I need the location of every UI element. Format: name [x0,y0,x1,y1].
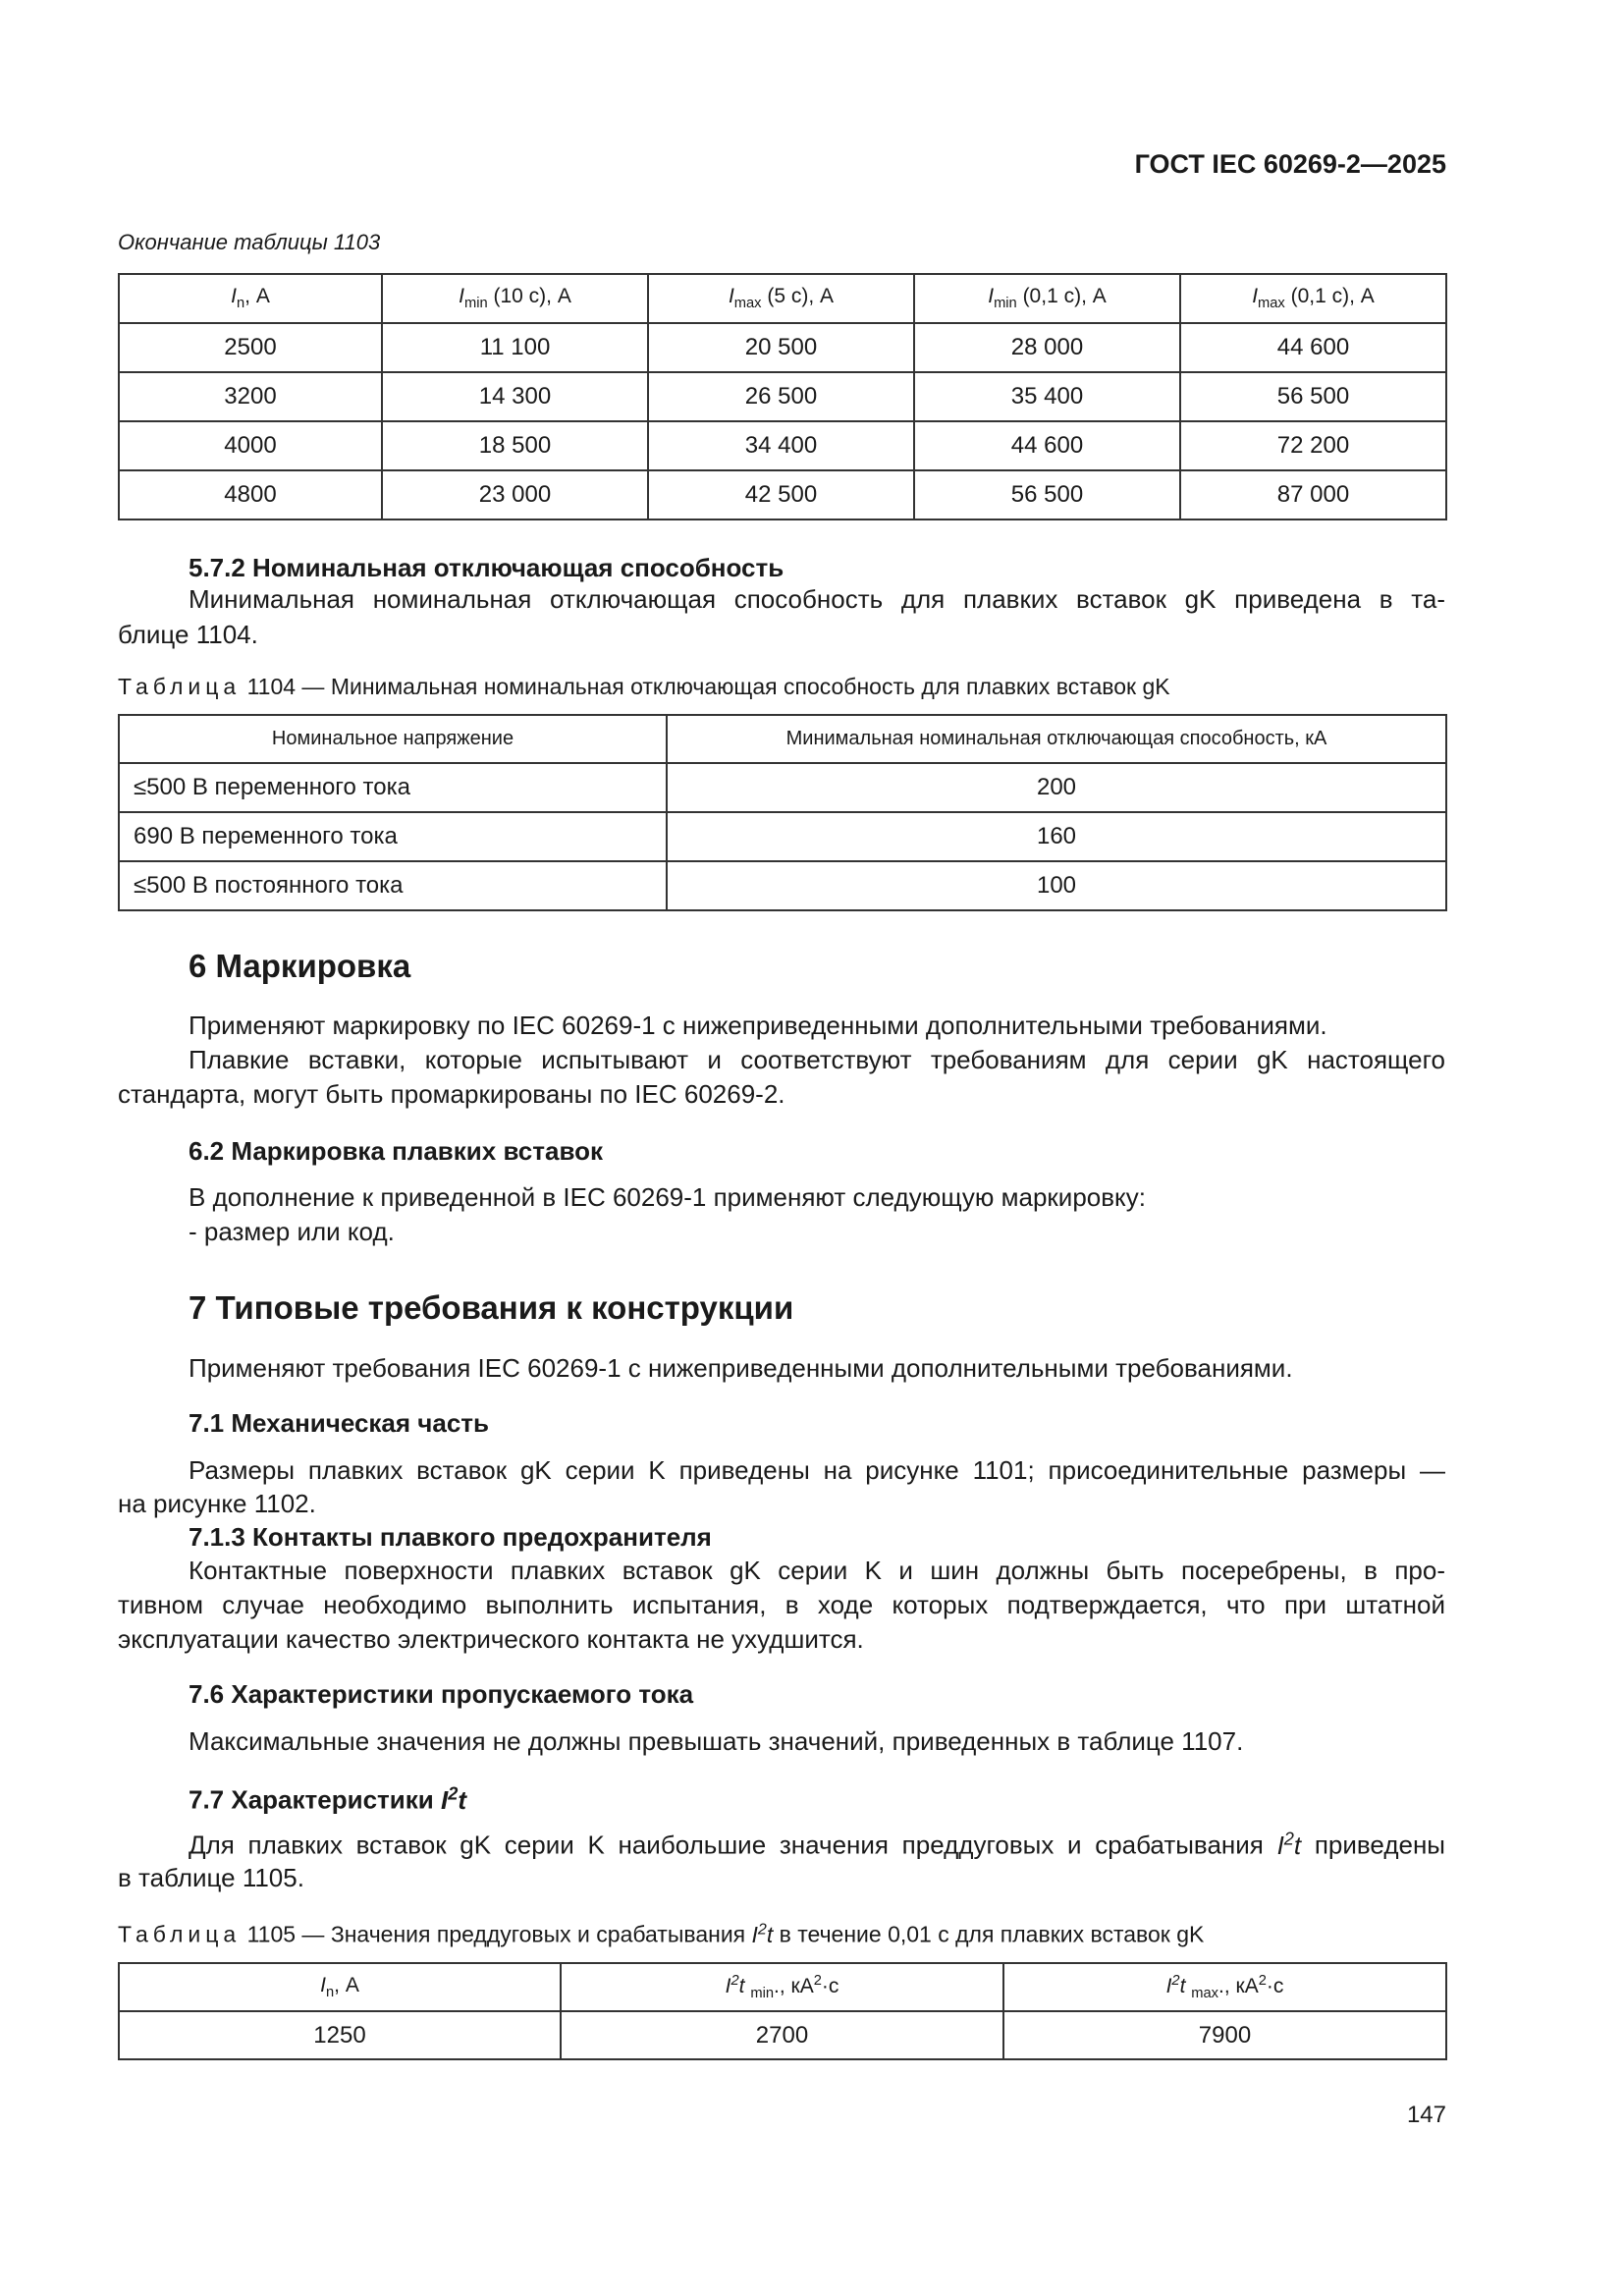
section-7-1-3-heading: 7.1.3 Контакты плавкого предохранителя [189,1522,712,1552]
table-cell: 28 000 [914,323,1180,372]
table-cell: ≤500 В постоянного тока [119,861,667,910]
table-cell: 44 600 [914,421,1180,470]
section-7-paragraph: Применяют требования IEC 60269-1 с нижеприведенными дополнительными требованиями. [189,1353,1293,1383]
section-7-1-3-text-line: эксплуатации качество электрического контакта не ухудшится. [118,1624,864,1654]
table-cell: 44 600 [1180,323,1446,372]
table-1104-caption: Таблица 1104 — Минимальная номинальная отключающая способность для плавких вставок gK [118,674,1170,699]
table-cell: 100 [667,861,1446,910]
table-1104 [118,714,1447,911]
table-1103-continuation-caption: Окончание таблицы 1103 [118,230,381,254]
table-cell: 56 500 [1180,372,1446,421]
section-5-7-2-text-line: Минимальная номинальная отключающая способность для плавких вставок gK приведена в та- [189,584,1445,614]
section-7-7-text-line: Для плавких вставок gK серии K наибольшие значения преддуговых и срабатывания $I^2t$ приведены [189,1829,1445,1860]
table-cell: 200 [667,763,1446,812]
table-cell: 11 100 [382,323,648,372]
standard-designation: ГОСТ IEC 60269-2—2025 [1134,149,1446,179]
section-7-6-paragraph: Максимальные значения не должны превышать значений, приведенных в таблице 1107. [189,1726,1244,1756]
section-6-text-line: Плавкие вставки, которые испытывают и соответствуют требованиям для серии gK настоящего [189,1045,1445,1074]
header-cell: $I^2t$ $_{min}$., $кА^2\cdot с$ [561,1963,1003,2011]
section-7-1-text-line: Размеры плавких вставок gK серии K приведены на рисунке 1101; присоединительные размеры — [189,1455,1445,1485]
page-number: 147 [1406,2102,1446,2128]
table-cell: 18 500 [382,421,648,470]
header-cell: $I_{max}$ (0,1 с), А [1180,274,1446,323]
table-row [119,372,1446,421]
section-7-1-heading: 7.1 Механическая часть [189,1408,490,1438]
table-header-row [119,715,1446,763]
section-6-text-line: стандарта, могут быть промаркированы по IEC 60269-2. [118,1079,785,1109]
header-cell: $I_{max}$ (5 с), А [648,274,914,323]
table-cell: 20 500 [648,323,914,372]
section-7-1-text-line: на рисунке 1102. [118,1489,316,1518]
table-cell: 23 000 [382,470,648,519]
table-row [119,861,1446,910]
section-6-paragraph: Применяют маркировку по IEC 60269-1 с нижеприведенными дополнительными требованиями. [189,1011,1327,1040]
header-cell: Номинальное напряжение [119,715,667,763]
table-cell: 4000 [119,421,382,470]
table-1103 [118,273,1447,520]
table-1105-caption: Таблица 1105 — Значения преддуговых и срабатывания $I^2t$ в течение 0,01 с для плавких вставок gK [118,1920,1205,1947]
table-header-row [119,274,1446,323]
table-cell: 42 500 [648,470,914,519]
table-cell: 72 200 [1180,421,1446,470]
section-6-2-heading: 6.2 Маркировка плавких вставок [189,1136,603,1166]
table-cell: 26 500 [648,372,914,421]
table-cell: 690 В переменного тока [119,812,667,861]
header-cell: $I_n$, А [119,1963,561,2011]
section-7-7-heading: 7.7 Характеристики $I^2t$ [189,1783,467,1815]
table-cell: 2500 [119,323,382,372]
section-7-1-3-text-line: тивном случае необходимо выполнить испытания, в ходе которых подтверждается, что при штатной [118,1590,1445,1619]
section-5-7-2-heading: 5.7.2 Номинальная отключающая способность [189,553,784,582]
table-cell: 7900 [1003,2011,1446,2059]
section-5-7-2-text-line: блице 1104. [118,620,258,649]
table-cell: 14 300 [382,372,648,421]
section-6-2-text-line: В дополнение к приведенной в IEC 60269-1 применяют следующую маркировку: [189,1182,1146,1212]
table-row [119,323,1446,372]
section-7-heading: 7 Типовые требования к конструкции [189,1289,794,1326]
table-header-row [119,1963,1446,2011]
header-cell: Минимальная номинальная отключающая способность, кА [667,715,1446,763]
section-7-6-heading: 7.6 Характеристики пропускаемого тока [189,1679,694,1709]
table-cell: 56 500 [914,470,1180,519]
section-7-1-3-text-line: Контактные поверхности плавких вставок gK серии K и шин должны быть посеребрены, в про- [189,1556,1445,1585]
table-1105 [118,1962,1447,2060]
section-6-heading: 6 Маркировка [189,948,411,984]
table-row [119,812,1446,861]
table-row [119,421,1446,470]
table-cell: 1250 [119,2011,561,2059]
table-cell: 4800 [119,470,382,519]
section-6-2-text-line: - размер или код. [189,1217,395,1246]
table-cell: 87 000 [1180,470,1446,519]
table-row [119,470,1446,519]
table-cell: 3200 [119,372,382,421]
table-row [119,2011,1446,2059]
header-cell: $I_{min}$ (10 с), А [382,274,648,323]
table-cell: 34 400 [648,421,914,470]
table-cell: 160 [667,812,1446,861]
table-cell: 35 400 [914,372,1180,421]
header-cell: $I^2t$ $_{max}$., $кА^2\cdot с$ [1003,1963,1446,2011]
table-row [119,763,1446,812]
table-cell: 2700 [561,2011,1003,2059]
header-cell: $I_n$, А [119,274,382,323]
section-7-7-text-line: в таблице 1105. [118,1863,304,1892]
header-cell: $I_{min}$ (0,1 с), А [914,274,1180,323]
table-cell: ≤500 В переменного тока [119,763,667,812]
